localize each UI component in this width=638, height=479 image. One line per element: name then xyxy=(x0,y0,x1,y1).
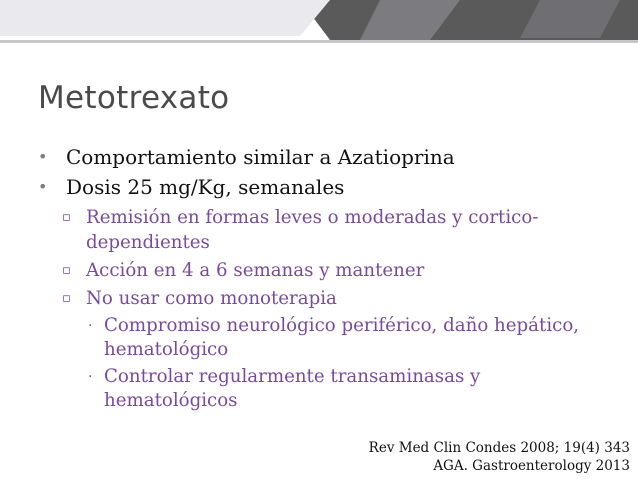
bullet-item xyxy=(38,172,618,202)
sub-bullet-text: No usar como monoterapia xyxy=(86,288,337,309)
bullet-item xyxy=(38,142,618,172)
bullet-dot-icon: • xyxy=(38,177,48,196)
bullet-list xyxy=(38,142,618,413)
sub-bullet-item xyxy=(38,205,618,255)
header-decoration xyxy=(0,0,638,58)
square-bullet-icon: ▫ xyxy=(62,291,71,306)
sub-bullet-text: Remisión en formas leves o moderadas y cortico-dependientes xyxy=(86,207,539,253)
references xyxy=(369,439,630,475)
square-bullet-icon: ▫ xyxy=(62,210,71,225)
dot-bullet-icon: · xyxy=(88,369,93,385)
sub-sub-bullet-item xyxy=(38,314,618,362)
header-light-sweep xyxy=(0,0,330,36)
sub-sub-bullet-item xyxy=(38,365,618,413)
bullet-dot-icon: • xyxy=(38,147,48,166)
sub-bullet-text: Acción en 4 a 6 semanas y mantener xyxy=(86,260,425,281)
reference-line: Rev Med Clin Condes 2008; 19(4) 343 xyxy=(368,440,630,456)
sub-bullet-item xyxy=(38,258,618,283)
sub-sub-bullet-text: Controlar regularmente transaminasas y hematológicos xyxy=(104,366,481,411)
sub-sub-bullet-text: Compromiso neurológico periférico, daño hepático, hematológico xyxy=(104,315,580,360)
bullet-text: Dosis 25 mg/Kg, semanales xyxy=(66,175,345,199)
square-bullet-icon: ▫ xyxy=(62,263,71,278)
bullet-text: Comportamiento similar a Azatioprina xyxy=(66,145,455,169)
dot-bullet-icon: · xyxy=(88,318,93,334)
slide-title: Metotrexato xyxy=(38,80,230,116)
reference-line: AGA. Gastroenterology 2013 xyxy=(433,458,630,474)
sub-bullet-item xyxy=(38,286,618,311)
header-thin-line xyxy=(0,40,638,43)
